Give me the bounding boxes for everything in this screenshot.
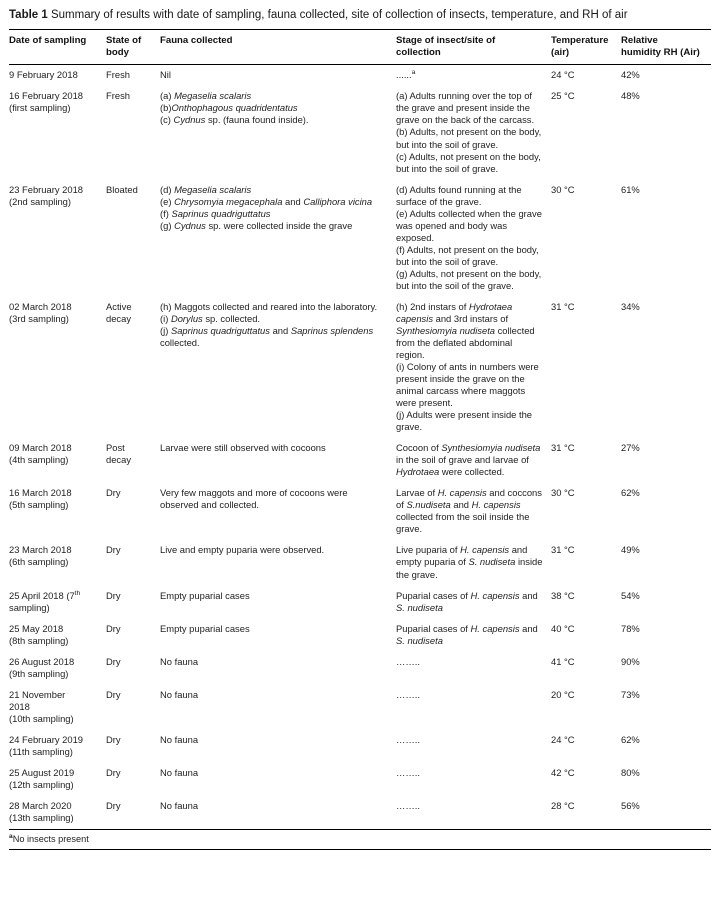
table-row (9, 483, 711, 540)
cell-state: Dry (106, 688, 121, 700)
cell-fauna: (d) Megaselia scalaris (e) Chrysomyia megacephala and Calliphora vicina (f) Saprinus quadriguttatus (g) Cydnus sp. were collected inside the grave (160, 183, 373, 231)
table-caption-text: Summary of results with date of sampling, fauna collected, site of collection of insects, temperature, and RH of air (50, 9, 628, 21)
cell-fauna: No fauna (160, 688, 199, 700)
cell-temperature: 38 °C (551, 589, 575, 601)
table-row (9, 586, 711, 619)
footnote-text: No insects present (12, 834, 89, 844)
cell-date: 21 November 2018 (10th sampling) (9, 688, 74, 724)
cell-humidity: 48% (621, 90, 640, 102)
cell-humidity: 73% (621, 688, 640, 700)
column-header-date: Date of sampling (9, 30, 106, 65)
cell-date: 16 March 2018 (5th sampling) (9, 487, 72, 511)
table-head (9, 30, 711, 65)
table-row (9, 180, 711, 297)
cell-stage: Cocoon of Synthesiomyia nudiseta in the soil of grave and larvae of Hydrotaea were collected. (396, 442, 541, 478)
cell-humidity: 27% (621, 442, 640, 454)
cell-fauna: (h) Maggots collected and reared into the laboratory. (i) Dorylus sp. collected. (j) Saprinus quadriguttatus and Saprinus splendens collected. (160, 300, 378, 348)
cell-temperature: 31 °C (551, 544, 575, 556)
cell-humidity: 42% (621, 69, 640, 81)
cell-temperature: 41 °C (551, 655, 575, 667)
column-header-temperature: Temperature (air) (551, 30, 621, 65)
cell-fauna: (a) Megaselia scalaris (b)Onthophagous quadridentatus (c) Cydnus sp. (fauna found inside). (160, 90, 309, 126)
cell-temperature: 40 °C (551, 622, 575, 634)
column-header-fauna: Fauna collected (160, 30, 396, 65)
table-row (9, 86, 711, 179)
cell-date: 09 March 2018 (4th sampling) (9, 442, 72, 466)
table-row (9, 297, 711, 438)
table-row (9, 540, 711, 585)
cell-stage: …….. (396, 766, 420, 778)
table-caption-label: Table 1 (9, 9, 48, 21)
cell-fauna: No fauna (160, 733, 199, 745)
cell-stage: …….. (396, 733, 420, 745)
cell-stage: ......$^a$ (396, 69, 416, 81)
column-header-stage: Stage of insect/site of collection (396, 30, 551, 65)
cell-fauna: Very few maggots and more of cocoons were observed and collected. (160, 487, 348, 511)
table-row (9, 65, 711, 87)
results-table (9, 29, 711, 830)
cell-stage: Puparial cases of H. capensis and S. nudiseta (396, 589, 538, 613)
cell-state: Dry (106, 622, 121, 634)
table-footnote (9, 830, 711, 850)
table-row (9, 685, 711, 730)
cell-humidity: 61% (621, 183, 640, 195)
cell-temperature: 31 °C (551, 300, 575, 312)
table-header-row (9, 30, 711, 65)
table-body (9, 65, 711, 830)
cell-state: Fresh (106, 90, 130, 102)
cell-date: 23 March 2018 (6th sampling) (9, 544, 72, 568)
table-caption (9, 8, 711, 22)
cell-humidity: 56% (621, 796, 711, 830)
table-row (9, 619, 711, 652)
table-row (9, 652, 711, 685)
cell-date: 25 April 2018 (7th sampling) (9, 589, 81, 613)
table-row (9, 730, 711, 763)
cell-stage: …….. (396, 655, 420, 667)
cell-humidity: 80% (621, 766, 640, 778)
cell-stage: Larvae of H. capensis and coccons of S.nudiseta and H. capensis collected from the soil inside the grave. (396, 487, 542, 535)
cell-humidity: 78% (621, 622, 640, 634)
cell-date: 28 March 2020 (13th sampling) (9, 796, 106, 830)
cell-date: 02 March 2018 (3rd sampling) (9, 300, 72, 324)
cell-state: Dry (106, 487, 121, 499)
cell-stage: …….. (396, 688, 420, 700)
cell-state: Dry (106, 766, 121, 778)
cell-date: 9 February 2018 (9, 69, 78, 81)
footnote-marker: a (9, 832, 13, 840)
cell-temperature: 28 °C (551, 796, 621, 830)
cell-fauna: Larvae were still observed with cocoons (160, 442, 326, 454)
cell-state: Fresh (106, 69, 130, 81)
cell-fauna: Live and empty puparia were observed. (160, 544, 325, 556)
cell-stage: (h) 2nd instars of Hydrotaea capensis and 3rd instars of Synthesiomyia nudiseta collected from the deflated abdominal region. (i) Colony of ants in numbers were present inside the grave on the animal carcass where maggots were present. (j) Adults were present inside the grave. (396, 300, 539, 433)
cell-date: 24 February 2019 (11th sampling) (9, 733, 84, 757)
cell-fauna: No fauna (160, 766, 199, 778)
table-row (9, 796, 711, 830)
cell-temperature: 30 °C (551, 487, 575, 499)
cell-humidity: 34% (621, 300, 640, 312)
cell-temperature: 42 °C (551, 766, 575, 778)
cell-humidity: 90% (621, 655, 640, 667)
cell-date: 23 February 2018 (2nd sampling) (9, 183, 84, 207)
cell-date: 25 May 2018 (8th sampling) (9, 622, 69, 646)
cell-date: 16 February 2018 (first sampling) (9, 90, 84, 114)
cell-date: 25 August 2019 (12th sampling) (9, 766, 75, 790)
cell-fauna: Empty puparial cases (160, 589, 250, 601)
cell-temperature: 24 °C (551, 733, 575, 745)
column-header-humidity: Relative humidity RH (Air) (621, 30, 711, 65)
cell-stage: (d) Adults found running at the surface of the grave. (e) Adults collected when the grave was opened and body was exposed. (f) Adults, not present on the body, but into the soil of grave. (g) Adults, not present on the body, but into the soil of the grave. (396, 183, 542, 291)
cell-state: Active decay (106, 300, 132, 324)
cell-stage: …….. (396, 796, 551, 830)
cell-humidity: 49% (621, 544, 640, 556)
cell-state: Dry (106, 589, 121, 601)
cell-stage: Live puparia of H. capensis and empty puparia of S. nudiseta inside the grave. (396, 544, 543, 580)
cell-temperature: 24 °C (551, 69, 575, 81)
cell-state: Dry (106, 544, 121, 556)
cell-state: Bloated (106, 183, 138, 195)
cell-state: Dry (106, 733, 121, 745)
cell-stage: Puparial cases of H. capensis and S. nudiseta (396, 622, 538, 646)
cell-fauna: No fauna (160, 796, 396, 830)
cell-fauna: Empty puparial cases (160, 622, 250, 634)
table-row (9, 763, 711, 796)
cell-fauna: No fauna (160, 655, 199, 667)
cell-temperature: 25 °C (551, 90, 575, 102)
cell-temperature: 30 °C (551, 183, 575, 195)
cell-fauna: Nil (160, 69, 171, 81)
cell-date: 26 August 2018 (9th sampling) (9, 655, 75, 679)
cell-temperature: 20 °C (551, 688, 575, 700)
cell-temperature: 31 °C (551, 442, 575, 454)
cell-humidity: 62% (621, 733, 640, 745)
cell-state: Dry (106, 796, 160, 830)
cell-stage: (a) Adults running over the top of the grave and present inside the grave on the back of the carcass. (b) Adults, not present on the body, but into the soil of grave. (c) Adults, not present on the body, but into the soil of grave. (396, 90, 542, 174)
table-row (9, 438, 711, 483)
cell-state: Dry (106, 655, 121, 667)
cell-humidity: 62% (621, 487, 640, 499)
column-header-state: State of body (106, 30, 160, 65)
cell-humidity: 54% (621, 589, 640, 601)
cell-state: Post decay (106, 442, 132, 466)
